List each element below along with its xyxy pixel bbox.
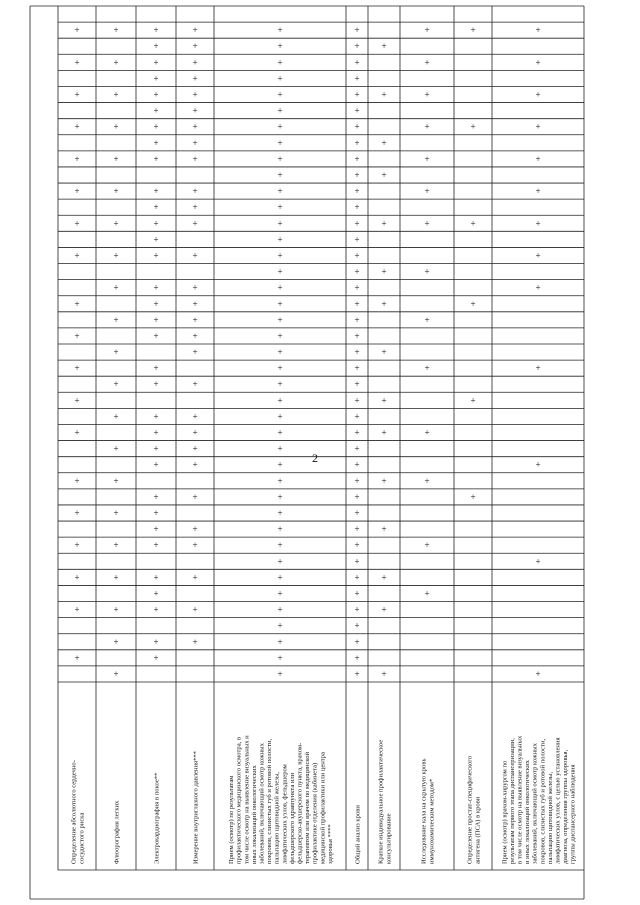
check-mark: + bbox=[192, 459, 198, 470]
check-mark: + bbox=[277, 556, 283, 567]
row-label-line: профилактике отделения (кабинета) bbox=[311, 762, 319, 864]
check-mark: + bbox=[153, 25, 159, 36]
check-mark: + bbox=[277, 121, 283, 132]
check-mark: + bbox=[153, 282, 159, 293]
check-mark: + bbox=[153, 57, 159, 68]
check-mark: + bbox=[192, 524, 198, 535]
check-mark: + bbox=[424, 89, 430, 100]
check-mark: + bbox=[153, 105, 159, 116]
check-mark: + bbox=[74, 395, 80, 406]
check-mark: + bbox=[535, 186, 541, 197]
check-mark: + bbox=[192, 314, 198, 325]
check-mark: + bbox=[277, 41, 283, 52]
check-mark: + bbox=[354, 572, 360, 583]
check-mark: + bbox=[192, 89, 198, 100]
check-mark: + bbox=[277, 395, 283, 406]
check-mark: + bbox=[277, 153, 283, 164]
check-mark: + bbox=[153, 41, 159, 52]
check-mark: + bbox=[113, 508, 119, 518]
check-mark: + bbox=[277, 508, 283, 518]
check-mark: + bbox=[277, 588, 283, 599]
check-mark: + bbox=[74, 25, 80, 36]
check-mark: + bbox=[354, 604, 360, 615]
row-label-line: Исследование кала на скрытую кровь bbox=[420, 758, 428, 864]
check-mark: + bbox=[192, 202, 198, 213]
check-mark: + bbox=[153, 508, 159, 518]
check-mark: + bbox=[153, 314, 159, 325]
check-mark: + bbox=[535, 459, 541, 470]
check-mark: + bbox=[153, 572, 159, 583]
check-mark: + bbox=[153, 218, 159, 229]
check-mark: + bbox=[153, 427, 159, 438]
row-label-line: в том числе осмотр на выявление визуальных bbox=[516, 735, 524, 864]
check-mark: + bbox=[381, 298, 387, 309]
check-mark: + bbox=[470, 25, 476, 36]
check-mark: + bbox=[277, 443, 283, 454]
check-mark: + bbox=[192, 41, 198, 52]
check-mark: + bbox=[424, 427, 430, 438]
check-mark: + bbox=[381, 170, 387, 180]
check-mark: + bbox=[381, 427, 387, 438]
check-mark: + bbox=[277, 411, 283, 422]
check-mark: + bbox=[354, 588, 360, 599]
check-mark: + bbox=[192, 250, 198, 261]
check-mark: + bbox=[192, 636, 198, 647]
check-mark: + bbox=[354, 411, 360, 422]
check-mark: + bbox=[74, 475, 80, 486]
check-mark: + bbox=[192, 491, 198, 502]
check-mark: + bbox=[535, 556, 541, 567]
check-mark: + bbox=[74, 572, 80, 583]
row-label-line: антигена (ПСА) в крови bbox=[474, 796, 482, 864]
check-mark: + bbox=[354, 137, 360, 148]
check-mark: + bbox=[354, 202, 360, 213]
check-mark: + bbox=[192, 298, 198, 309]
check-mark: + bbox=[424, 186, 430, 197]
row-label-line: Флюорография легких bbox=[113, 800, 121, 864]
check-mark: + bbox=[381, 572, 387, 583]
check-mark: + bbox=[470, 298, 476, 309]
check-mark: + bbox=[153, 636, 159, 647]
check-mark: + bbox=[192, 282, 198, 293]
row-label-line: результатам первого этапа диспансеризации, bbox=[508, 738, 516, 864]
check-mark: + bbox=[192, 411, 198, 422]
check-mark: + bbox=[74, 121, 80, 132]
row-label-line: сосудистого риска bbox=[78, 812, 86, 864]
check-mark: + bbox=[277, 314, 283, 325]
check-mark: + bbox=[354, 73, 360, 84]
check-mark: + bbox=[381, 266, 387, 277]
check-mark: + bbox=[354, 668, 360, 679]
check-mark: + bbox=[354, 314, 360, 325]
check-mark: + bbox=[74, 89, 80, 100]
row-label-line: заболеваний, включающий осмотр кожных bbox=[531, 743, 539, 864]
check-mark: + bbox=[113, 89, 119, 100]
check-mark: + bbox=[381, 604, 387, 615]
check-mark: + bbox=[74, 153, 80, 164]
check-mark: + bbox=[354, 540, 360, 551]
check-mark: + bbox=[192, 137, 198, 148]
check-mark: + bbox=[470, 121, 476, 132]
check-mark: + bbox=[277, 330, 283, 341]
check-mark: + bbox=[113, 604, 119, 615]
check-mark: + bbox=[277, 170, 283, 180]
check-mark: + bbox=[277, 379, 283, 390]
check-mark: + bbox=[153, 137, 159, 148]
check-mark: + bbox=[153, 443, 159, 454]
check-mark: + bbox=[192, 105, 198, 116]
check-mark: + bbox=[354, 459, 360, 470]
check-mark: + bbox=[354, 170, 360, 180]
check-mark: + bbox=[424, 540, 430, 551]
check-mark: + bbox=[277, 57, 283, 68]
check-mark: + bbox=[192, 540, 198, 551]
check-mark: + bbox=[277, 347, 283, 358]
check-mark: + bbox=[277, 524, 283, 535]
row-label-line: иных локализаций онкологических bbox=[250, 765, 258, 864]
check-mark: + bbox=[277, 186, 283, 197]
check-mark: + bbox=[381, 668, 387, 679]
check-mark: + bbox=[535, 121, 541, 132]
check-mark: + bbox=[277, 363, 283, 374]
check-mark: + bbox=[354, 491, 360, 502]
row-label-line: здоровья **** bbox=[326, 824, 334, 864]
check-mark: + bbox=[277, 282, 283, 293]
check-mark: + bbox=[192, 73, 198, 84]
check-mark: + bbox=[354, 508, 360, 518]
check-mark: + bbox=[277, 73, 283, 84]
check-mark: + bbox=[113, 186, 119, 197]
check-mark: + bbox=[113, 443, 119, 454]
check-mark: + bbox=[277, 652, 283, 663]
check-mark: + bbox=[354, 282, 360, 293]
check-mark: + bbox=[113, 250, 119, 261]
check-mark: + bbox=[277, 89, 283, 100]
check-mark: + bbox=[277, 620, 283, 631]
row-label-line: покровов, слизистых губ и ротовой полости, bbox=[539, 738, 547, 864]
check-mark: + bbox=[354, 298, 360, 309]
check-mark: + bbox=[74, 330, 80, 341]
row-label-line: пальпацию щитовидной железы, bbox=[273, 772, 281, 864]
check-mark: + bbox=[354, 363, 360, 374]
check-mark: + bbox=[277, 636, 283, 647]
check-mark: + bbox=[192, 347, 198, 358]
check-mark: + bbox=[354, 636, 360, 647]
check-mark: + bbox=[424, 121, 430, 132]
check-mark: + bbox=[113, 540, 119, 551]
check-mark: + bbox=[535, 282, 541, 293]
check-mark: + bbox=[424, 153, 430, 164]
check-mark: + bbox=[192, 153, 198, 164]
check-mark: + bbox=[192, 186, 198, 197]
check-mark: + bbox=[153, 73, 159, 84]
check-mark: + bbox=[354, 475, 360, 486]
check-mark: + bbox=[277, 459, 283, 470]
page-number: 2 bbox=[312, 451, 318, 465]
check-mark: + bbox=[113, 636, 119, 647]
check-mark: + bbox=[535, 668, 541, 679]
row-label-line: фельдшерского здравпункта или bbox=[288, 772, 296, 864]
row-label-line: профилактического медицинского осмотра, в bbox=[235, 736, 243, 864]
check-mark: + bbox=[424, 363, 430, 374]
check-mark: + bbox=[381, 89, 387, 100]
check-mark: + bbox=[153, 652, 159, 663]
check-mark: + bbox=[354, 330, 360, 341]
check-mark: + bbox=[354, 266, 360, 277]
check-mark: + bbox=[192, 218, 198, 229]
row-label-line: Электрокардиография в покое** bbox=[153, 772, 161, 864]
check-mark: + bbox=[113, 379, 119, 390]
check-mark: + bbox=[354, 652, 360, 663]
check-mark: + bbox=[277, 604, 283, 615]
row-label-line: группы диспансерного наблюдения bbox=[569, 764, 577, 864]
check-mark: + bbox=[192, 572, 198, 583]
check-mark: + bbox=[277, 202, 283, 213]
check-mark: + bbox=[153, 121, 159, 132]
check-mark: + bbox=[192, 604, 198, 615]
check-mark: + bbox=[153, 234, 159, 245]
check-mark: + bbox=[153, 250, 159, 261]
check-mark: + bbox=[153, 459, 159, 470]
check-mark: + bbox=[277, 218, 283, 229]
row-label-line: консультирование bbox=[385, 813, 393, 864]
row-label-line: пальпацию щитовидной железы, bbox=[546, 772, 554, 864]
check-mark: + bbox=[153, 298, 159, 309]
check-mark: + bbox=[354, 250, 360, 261]
check-mark: + bbox=[381, 137, 387, 148]
check-mark: + bbox=[277, 427, 283, 438]
check-mark: + bbox=[153, 89, 159, 100]
check-mark: + bbox=[277, 572, 283, 583]
check-mark: + bbox=[424, 25, 430, 36]
check-mark: + bbox=[192, 443, 198, 454]
check-mark: + bbox=[74, 250, 80, 261]
check-mark: + bbox=[535, 89, 541, 100]
check-mark: + bbox=[535, 250, 541, 261]
row-label-line: Прием (осмотр) по результатам bbox=[228, 775, 236, 864]
check-mark: + bbox=[535, 363, 541, 374]
check-mark: + bbox=[113, 57, 119, 68]
check-mark: + bbox=[113, 572, 119, 583]
check-mark: + bbox=[354, 153, 360, 164]
check-mark: + bbox=[277, 540, 283, 551]
row-label-line: иммунохимическим методом* bbox=[428, 778, 436, 864]
row-label-line: терапевтом или врачом по медицинской bbox=[304, 751, 312, 864]
check-mark: + bbox=[192, 57, 198, 68]
check-mark: + bbox=[354, 25, 360, 36]
row-label-line: Прием (осмотр) врачом-хирургом по bbox=[501, 760, 509, 864]
check-mark: + bbox=[153, 363, 159, 374]
row-label-line: покровов, слизистых губ и ротовой полости, bbox=[266, 738, 274, 864]
check-mark: + bbox=[153, 202, 159, 213]
check-mark: + bbox=[113, 411, 119, 422]
check-mark: + bbox=[277, 105, 283, 116]
row-label-line: лимфатических узлов, фельдшером bbox=[281, 764, 289, 864]
check-mark: + bbox=[74, 57, 80, 68]
check-mark: + bbox=[277, 137, 283, 148]
check-mark: + bbox=[354, 186, 360, 197]
check-mark: + bbox=[153, 330, 159, 341]
check-mark: + bbox=[153, 379, 159, 390]
check-mark: + bbox=[470, 395, 476, 406]
check-mark: + bbox=[354, 556, 360, 567]
check-mark: + bbox=[153, 604, 159, 615]
check-mark: + bbox=[277, 250, 283, 261]
row-label-line: и иных локализаций онкологических bbox=[524, 760, 532, 864]
check-mark: + bbox=[74, 652, 80, 663]
row-label-line: фельдшерско-акушерского пункта, врачом- bbox=[296, 742, 304, 864]
check-mark: + bbox=[113, 668, 119, 679]
check-mark: + bbox=[354, 89, 360, 100]
check-mark: + bbox=[74, 427, 80, 438]
check-mark: + bbox=[277, 491, 283, 502]
check-mark: + bbox=[354, 379, 360, 390]
row-label-line: Измерение внутриглазного давления*** bbox=[192, 751, 200, 864]
check-mark: + bbox=[153, 524, 159, 535]
check-mark: + bbox=[354, 620, 360, 631]
check-mark: + bbox=[192, 25, 198, 36]
check-mark: + bbox=[381, 524, 387, 535]
check-mark: + bbox=[354, 524, 360, 535]
check-mark: + bbox=[153, 491, 159, 502]
check-mark: + bbox=[424, 57, 430, 68]
check-mark: + bbox=[153, 540, 159, 551]
row-label-line: Краткое индивидуальное профилактическое bbox=[377, 739, 385, 864]
check-mark: + bbox=[535, 25, 541, 36]
check-mark: + bbox=[381, 395, 387, 406]
row-label-line: лимфатических узлов, с целью установления bbox=[554, 737, 562, 864]
check-mark: + bbox=[277, 25, 283, 36]
check-mark: + bbox=[354, 57, 360, 68]
row-label-line: Общий анализ крови bbox=[354, 805, 362, 864]
check-mark: + bbox=[192, 330, 198, 341]
check-mark: + bbox=[277, 475, 283, 486]
row-label-line: том числе осмотр на выявление визуальных и bbox=[243, 735, 251, 864]
check-mark: + bbox=[74, 186, 80, 197]
check-mark: + bbox=[74, 540, 80, 551]
check-mark: + bbox=[354, 218, 360, 229]
check-mark: + bbox=[424, 475, 430, 486]
check-mark: + bbox=[277, 668, 283, 679]
check-mark: + bbox=[74, 508, 80, 518]
check-mark: + bbox=[424, 588, 430, 599]
check-mark: + bbox=[354, 234, 360, 245]
check-mark: + bbox=[470, 218, 476, 229]
check-mark: + bbox=[113, 347, 119, 358]
check-mark: + bbox=[74, 218, 80, 229]
check-mark: + bbox=[153, 153, 159, 164]
check-mark: + bbox=[277, 234, 283, 245]
check-mark: + bbox=[535, 57, 541, 68]
check-mark: + bbox=[277, 266, 283, 277]
check-mark: + bbox=[535, 218, 541, 229]
row-label-line: диагноза, определения группы здоровья, bbox=[562, 749, 570, 864]
check-mark: + bbox=[153, 588, 159, 599]
check-mark: + bbox=[192, 379, 198, 390]
check-mark: + bbox=[381, 347, 387, 358]
check-mark: + bbox=[113, 121, 119, 132]
check-mark: + bbox=[354, 105, 360, 116]
check-mark: + bbox=[381, 41, 387, 52]
check-mark: + bbox=[424, 266, 430, 277]
row-label-line: Определение абсолютного сердечно- bbox=[70, 760, 78, 864]
check-mark: + bbox=[74, 298, 80, 309]
check-mark: + bbox=[424, 218, 430, 229]
check-mark: + bbox=[354, 121, 360, 132]
check-mark: + bbox=[535, 153, 541, 164]
check-mark: + bbox=[113, 218, 119, 229]
check-mark: + bbox=[113, 282, 119, 293]
row-label-line: Определение простат-специфического bbox=[466, 755, 474, 864]
check-mark: + bbox=[113, 314, 119, 325]
check-mark: + bbox=[354, 41, 360, 52]
check-mark: + bbox=[113, 153, 119, 164]
check-mark: + bbox=[153, 411, 159, 422]
check-mark: + bbox=[381, 475, 387, 486]
check-mark: + bbox=[277, 298, 283, 309]
check-mark: + bbox=[74, 604, 80, 615]
check-mark: + bbox=[424, 314, 430, 325]
check-mark: + bbox=[381, 218, 387, 229]
check-mark: + bbox=[354, 443, 360, 454]
check-mark: + bbox=[192, 427, 198, 438]
check-mark: + bbox=[470, 491, 476, 502]
check-mark: + bbox=[113, 25, 119, 36]
row-label-line: заболеваний, включающий осмотр кожных bbox=[258, 743, 266, 864]
check-mark: + bbox=[153, 186, 159, 197]
row-label-line: медицинской профилактики или центра bbox=[319, 752, 327, 864]
check-mark: + bbox=[113, 475, 119, 486]
check-mark: + bbox=[354, 395, 360, 406]
check-mark: + bbox=[354, 427, 360, 438]
check-mark: + bbox=[354, 347, 360, 358]
check-mark: + bbox=[192, 121, 198, 132]
check-mark: + bbox=[74, 363, 80, 374]
